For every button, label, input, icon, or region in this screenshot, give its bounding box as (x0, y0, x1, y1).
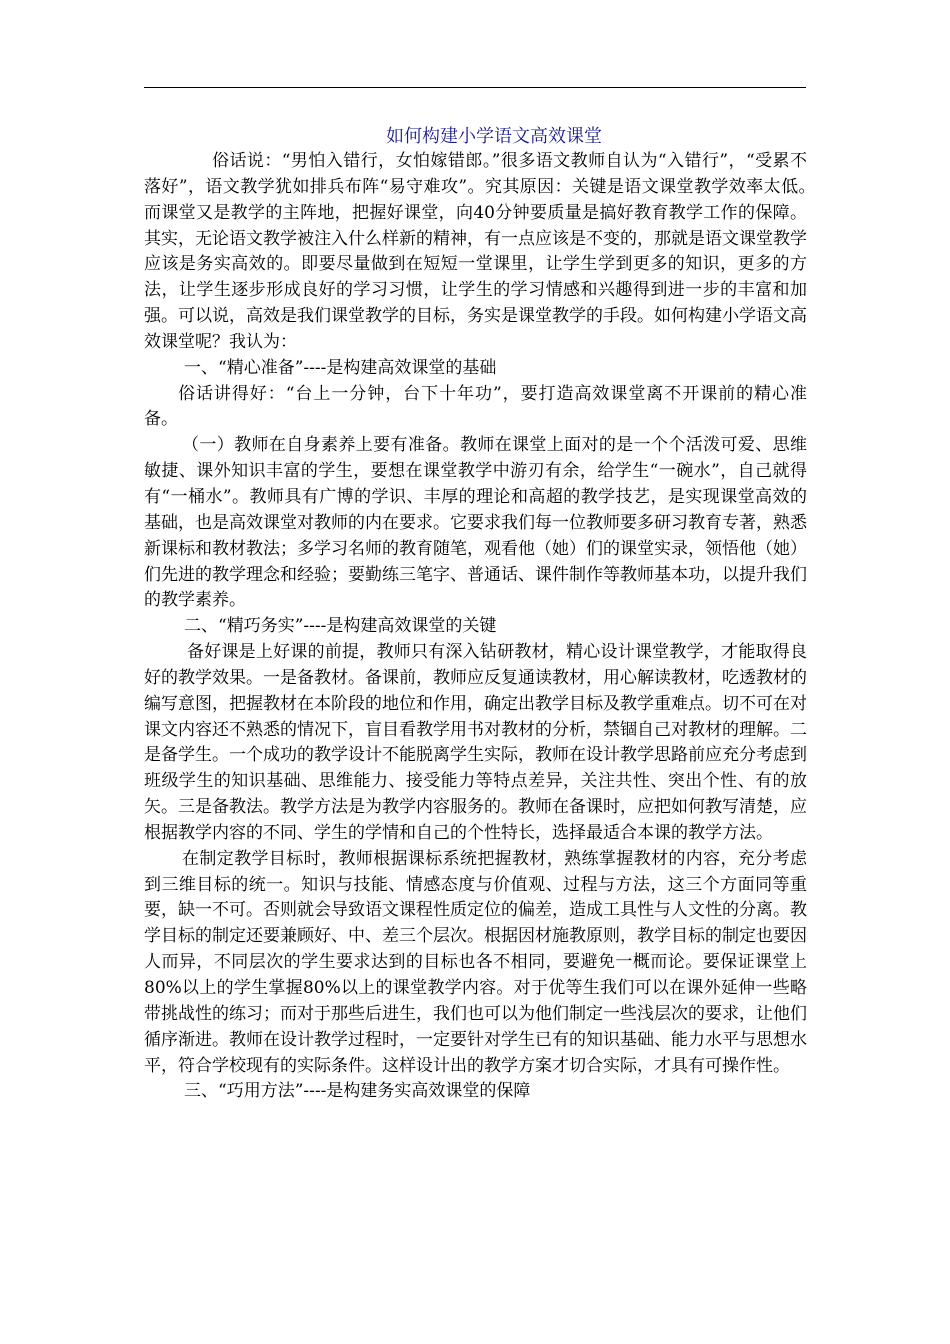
document-title: 如何构建小学语文高效课堂 (386, 126, 602, 147)
header-rule (144, 87, 806, 88)
section-heading-2: 二、“精巧务实”----是构建高效课堂的关键 (184, 616, 497, 637)
section-1-paragraph-2: （一）教师在自身素养上要有准备。教师在课堂上面对的是一个个活泼可爱、思维敏捷、课外知识丰富的学生，要想在课堂教学中游刃有余，给学生“一碗水”，自己就得有“一桶水”。教师具有广博的学识、丰厚的理论和高超的教学技艺，是实现课堂高效的基础，也是高效课堂对教师的内在要求。它要求我们每一位教师要多研习教育专著，熟悉新课标和教材教法；多学习名师的教育随笔，观看他（她）们的课堂实录，领悟他（她）们先进的教学理念和经验；要勤练三笔字、普通话、课件制作等教师基本功，以提升我们的教学素养。 (144, 435, 807, 611)
section-heading-1: 一、“精心准备”----是构建高效课堂的基础 (184, 357, 497, 378)
document-body (144, 149, 830, 1105)
section-1-paragraph-1: 俗话讲得好：“台上一分钟，台下十年功”，要打造高效课堂离不开课前的精心准备。 (144, 383, 807, 430)
section-heading-3: 三、“巧用方法”----是构建务实高效课堂的保障 (184, 1081, 531, 1102)
section-2-paragraph-2: 在制定教学目标时，教师根据课标系统把握教材，熟练掌握教材的内容，充分考虑到三维目标的统一。知识与技能、情感态度与价值观、过程与方法，这三个方面同等重要，缺一不可。否则就会导致语文课程性质定位的偏差，造成工具性与人文性的分离。教学目标的制定还要兼顾好、中、差三个层次。根据因材施教原则，教学目标的制定也要因人而异，不同层次的学生要求达到的目标也各不相同，要避免一概而论。要保证课堂上80%以上的学生掌握80%以上的课堂教学内容。对于优等生我们可以在课外延伸一些略带挑战性的练习；而对于那些后进生，我们也可以为他们制定一些浅层次的要求，让他们循序渐进。教师在设计教学过程时，一定要针对学生已有的知识基础、能力水平与思想水平，符合学校现有的实际条件。这样设计出的教学方案才切合实际，才具有可操作性。 (144, 848, 807, 1076)
section-2-paragraph-1: 备好课是上好课的前提，教师只有深入钻研教材，精心设计课堂教学，才能取得良好的教学效果。一是备教材。备课前，教师应反复通读教材，用心解读教材，吃透教材的编写意图，把握教材在本阶段的地位和作用，确定出教学目标及教学重难点。切不可在对课文内容还不熟悉的情况下，盲目看教学用书对教材的分析，禁锢自己对教材的理解。二是备学生。一个成功的教学设计不能脱离学生实际，教师在设计教学思路前应充分考虑到班级学生的知识基础、思维能力、接受能力等特点差异，关注共性、突出个性、有的放矢。三是备教法。教学方法是为教学内容服务的。教师在备课时，应把如何教写清楚，应根据教学内容的不同、学生的学情和自己的个性特长，选择最适合本课的教学方法。 (144, 642, 807, 843)
intro-paragraph: 俗话说：“男怕入错行，女怕嫁错郎。”很多语文教师自认为“入错行”，“受累不落好”，语文教学犹如排兵布阵“易守难攻”。究其原因：关键是语文课堂教学效率太低。 而课堂又是教学的主阵地，把握好课堂，向40分钟要质量是搞好教育教学工作的保障。其实，无论语文教学被注入什么样新的精神，有一点应该是不变的，那就是语文课堂教学应该是务实高效的。即要尽量做到在短短一堂课里，让学生学到更多的知识，更多的方法，让学生逐步形成良好的学习习惯，让学生的学习情感和兴趣得到进一步的丰富和加强。可以说，高效是我们课堂教学的目标，务实是课堂教学的手段。如何构建小学语文高效课堂呢？我认为： (144, 151, 830, 352)
